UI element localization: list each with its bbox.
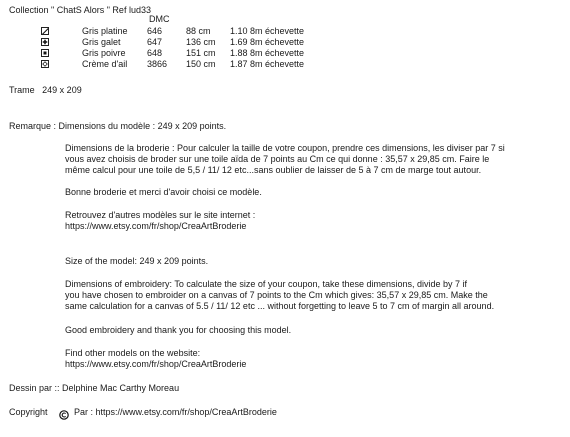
website-link[interactable]: https://www.etsy.com/fr/shop/CreaArtBroderie [65, 359, 247, 369]
website-link[interactable]: https://www.etsy.com/fr/shop/CreaArtBroderie [65, 221, 247, 231]
fr-find-paragraph [65, 210, 255, 232]
paragraph-line: même calcul pour une toile de 5,5 / 11/ 12 etc...sans oublier de laisser de 5 à 7 cm de marge tout autour. [65, 165, 482, 175]
collection-title: Collection " ChatS Alors " Ref lud33 [9, 5, 151, 15]
thread-dmc: 647 [147, 37, 163, 47]
thread-length: 136 cm [186, 37, 216, 47]
thread-name: Crème d'ail [82, 59, 128, 69]
fr-dimensions-paragraph [65, 143, 505, 176]
en-dimensions-paragraph [65, 279, 494, 312]
diamond-icon [41, 60, 49, 68]
diagonal-slash-icon [41, 27, 49, 35]
cross-icon [41, 38, 49, 46]
thread-length: 88 cm [186, 26, 211, 36]
paragraph-line: you have chosen to embroider on a canvas of 7 points to the Cm which gives: 35,57 x 29,85 cm. Make the [65, 290, 488, 300]
en-thanks-line: Good embroidery and thank you for choosing this model. [65, 325, 292, 335]
thread-dmc: 648 [147, 48, 163, 58]
thread-length: 150 cm [186, 59, 216, 69]
paragraph-line: Retrouvez d'autres modèles sur le site internet : [65, 210, 256, 220]
thread-name: Gris galet [82, 37, 121, 47]
thread-skein: 1.10 8m échevette [230, 26, 305, 36]
thread-skein: 1.69 8m échevette [230, 37, 305, 47]
paragraph-line: Dimensions de la broderie : Pour calculer la taille de votre coupon, prendre ces dimensions, les diviser par 7 si [65, 143, 505, 153]
thread-dmc: 646 [147, 26, 163, 36]
dmc-column-header: DMC [149, 14, 170, 24]
thread-length: 151 cm [186, 48, 216, 58]
trame-line: Trame 249 x 209 [9, 85, 82, 95]
en-find-paragraph [65, 348, 246, 370]
filled-square-icon [41, 49, 49, 57]
copyright-label: Copyright [9, 407, 48, 417]
copyright-icon [59, 410, 69, 420]
thread-name: Gris poivre [82, 48, 126, 58]
thread-skein: 1.88 8m échevette [230, 48, 305, 58]
en-size-line: Size of the model: 249 x 209 points. [65, 256, 209, 266]
paragraph-line: Find other models on the website: [65, 348, 201, 358]
thread-name: Gris platine [82, 26, 128, 36]
copyright-url[interactable]: Par : https://www.etsy.com/fr/shop/CreaArtBroderie [74, 407, 277, 417]
thread-dmc: 3866 [147, 59, 168, 69]
paragraph-line: vous avez choisis de broder sur une toile aïda de 7 points au Cm ce qui donne : 35,57 x 29,85 cm. Faire le [65, 154, 490, 164]
paragraph-line: Dimensions of embroidery: To calculate the size of your coupon, take these dimensions, divide by 7 if [65, 279, 468, 289]
fr-thanks-line: Bonne broderie et merci d'avoir choisi ce modèle. [65, 187, 262, 197]
designer-credit: Dessin par :: Delphine Mac Carthy Moreau [9, 383, 180, 393]
thread-skein: 1.87 8m échevette [230, 59, 305, 69]
remarque-line: Remarque : Dimensions du modèle : 249 x 209 points. [9, 121, 227, 131]
paragraph-line: same calculation for a canvas of 5.5 / 11/ 12 etc ... without forgetting to leave 5 to 7 cm of margin all around. [65, 301, 495, 311]
